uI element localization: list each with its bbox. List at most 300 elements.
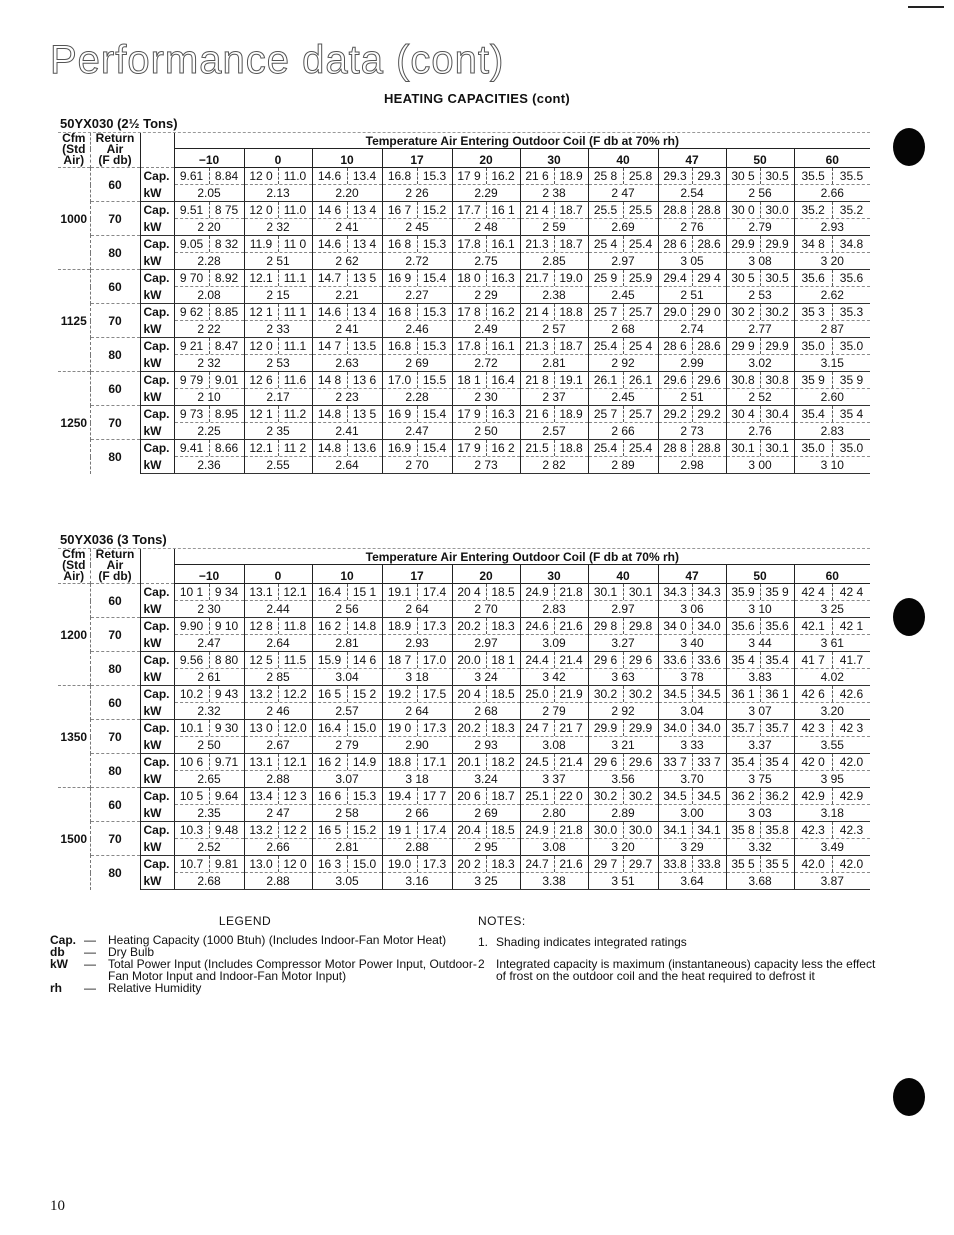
capacity-pair <box>589 338 658 354</box>
total-capacity: 17.8 <box>457 237 481 251</box>
kw-cell: 2.83 <box>520 601 588 618</box>
capacity-pair <box>245 822 312 838</box>
capacity-cell <box>312 168 382 185</box>
kw-cell: 3 03 <box>726 805 794 822</box>
integrated-capacity: 29.9 <box>760 338 794 354</box>
kw-cell: 2.54 <box>658 185 726 202</box>
integrated-capacity: 18.5 <box>486 822 520 838</box>
integrated-capacity: 29.6 <box>623 754 658 770</box>
integrated-capacity: 15.2 <box>417 202 452 218</box>
kw-cell: 2 73 <box>658 423 726 440</box>
integrated-capacity: 34.5 <box>692 686 726 702</box>
kw-row <box>58 219 870 236</box>
legend-item <box>50 982 480 994</box>
temp-column-header: 60 <box>794 149 870 168</box>
total-capacity: 9 62 <box>179 305 204 319</box>
capacity-pair <box>727 754 794 770</box>
kw-cell: 2 64 <box>382 601 452 618</box>
kw-cell: 2.88 <box>244 873 312 890</box>
total-capacity: 30.2 <box>593 789 618 803</box>
kw-cell: 2.60 <box>794 389 870 406</box>
capacity-cell <box>382 440 452 457</box>
kw-cell: 2 56 <box>726 185 794 202</box>
kw-cell: 2.81 <box>312 839 382 856</box>
integrated-capacity: 42 1 <box>832 618 870 634</box>
total-capacity: 9.56 <box>179 653 204 667</box>
capacity-pair <box>313 720 382 736</box>
cap-label: Cap. <box>140 202 174 219</box>
total-capacity: 29 7 <box>593 857 618 871</box>
capacity-pair <box>245 720 312 736</box>
integrated-capacity: 17 7 <box>417 788 452 804</box>
capacity-pair <box>659 270 726 286</box>
integrated-capacity: 9.01 <box>209 372 244 388</box>
total-capacity: 16.4 <box>317 721 342 735</box>
cfm-value: 1500 <box>58 788 90 890</box>
total-capacity: 34.5 <box>663 789 687 803</box>
legend-dash: — <box>84 945 96 959</box>
capacity-pair <box>245 788 312 804</box>
cap-label: Cap. <box>140 270 174 287</box>
total-capacity: 21 6 <box>525 407 549 421</box>
capacity-pair <box>245 618 312 634</box>
total-capacity: 42.1 <box>801 619 825 633</box>
integrated-capacity: 16.2 <box>486 304 520 320</box>
capacity-pair <box>313 202 382 218</box>
capacity-cell <box>588 168 658 185</box>
kw-cell: 2.52 <box>174 839 244 856</box>
capacity-cell <box>312 338 382 355</box>
total-capacity: 30 5 <box>731 271 755 285</box>
integrated-capacity: 35 4 <box>760 754 794 770</box>
capacity-cell <box>174 686 244 703</box>
capacity-pair <box>589 304 658 320</box>
capacity-cell <box>244 168 312 185</box>
capacity-pair <box>795 168 871 184</box>
kw-cell: 2.85 <box>520 253 588 270</box>
capacity-pair <box>727 338 794 354</box>
kw-label: kW <box>140 805 174 822</box>
return-air-value: 70 <box>90 202 140 236</box>
kw-row <box>58 635 870 652</box>
capacity-pair <box>313 686 382 702</box>
capacity-cell <box>658 270 726 287</box>
integrated-capacity: 14 6 <box>347 652 382 668</box>
kw-cell: 3 00 <box>726 457 794 474</box>
capacity-cell <box>382 618 452 635</box>
capacity-pair <box>795 440 871 456</box>
integrated-capacity: 18.9 <box>554 406 588 422</box>
integrated-capacity: 16.3 <box>486 406 520 422</box>
return-air-header: Return Air (F db) <box>90 133 140 168</box>
capacity-cell <box>174 618 244 635</box>
capacity-cell <box>588 856 658 873</box>
capacity-cell <box>244 754 312 771</box>
capacity-cell <box>174 372 244 389</box>
kw-cell: 2.41 <box>312 423 382 440</box>
integrated-capacity: 13 5 <box>347 406 382 422</box>
return-air-value: 80 <box>90 856 140 890</box>
kw-cell: 2.93 <box>382 635 452 652</box>
cfm-value: 1000 <box>58 168 90 270</box>
kw-cell: 3 24 <box>452 669 520 686</box>
kw-cell: 2.45 <box>588 389 658 406</box>
return-air-value: 60 <box>90 168 140 202</box>
integrated-capacity: 21.4 <box>554 754 588 770</box>
total-capacity: 34 8 <box>801 237 825 251</box>
total-capacity: 13.0 <box>249 857 273 871</box>
capacity-pair <box>175 618 244 634</box>
kw-row <box>58 669 870 686</box>
capacity-cell <box>312 754 382 771</box>
capacity-row <box>58 788 870 805</box>
kw-cell: 3.20 <box>794 703 870 720</box>
return-air-value: 70 <box>90 822 140 856</box>
total-capacity: 25.5 <box>593 203 618 217</box>
kw-cell: 2.21 <box>312 287 382 304</box>
kw-cell: 2 30 <box>174 601 244 618</box>
total-capacity: 19 1 <box>387 823 412 837</box>
capacity-pair <box>521 372 588 388</box>
capacity-cell <box>658 584 726 601</box>
capacity-cell <box>452 856 520 873</box>
integrated-capacity: 35.6 <box>832 270 870 286</box>
total-capacity: 35.6 <box>731 619 755 633</box>
performance-table <box>58 133 870 474</box>
integrated-capacity: 11.5 <box>278 652 312 668</box>
kw-cell: 3.87 <box>794 873 870 890</box>
total-capacity: 29.3 <box>663 169 687 183</box>
capacity-cell <box>658 720 726 737</box>
performance-table <box>58 549 870 890</box>
total-capacity: 20.1 <box>457 755 481 769</box>
kw-cell: 3 44 <box>726 635 794 652</box>
label-column-header <box>140 133 174 168</box>
cap-label: Cap. <box>140 584 174 601</box>
capacity-cell <box>658 788 726 805</box>
kw-cell: 2 53 <box>726 287 794 304</box>
integrated-capacity: 11.0 <box>278 202 312 218</box>
total-capacity: 29 8 <box>593 619 618 633</box>
kw-cell: 2.05 <box>174 185 244 202</box>
total-capacity: 16 2 <box>317 755 342 769</box>
total-capacity: 29.0 <box>663 305 687 319</box>
capacity-pair <box>313 754 382 770</box>
note-number: 1. <box>478 935 489 949</box>
capacity-cell <box>520 202 588 219</box>
kw-cell: 2 47 <box>244 805 312 822</box>
capacity-cell <box>794 720 870 737</box>
capacity-pair <box>521 788 588 804</box>
capacity-cell <box>520 236 588 253</box>
integrated-capacity: 15.3 <box>417 304 452 320</box>
integrated-capacity: 9 43 <box>209 686 244 702</box>
kw-cell: 2 50 <box>174 737 244 754</box>
capacity-cell <box>452 338 520 355</box>
capacity-pair <box>795 202 871 218</box>
kw-cell: 2.27 <box>382 287 452 304</box>
integrated-capacity: 28.6 <box>692 338 726 354</box>
capacity-pair <box>453 618 520 634</box>
integrated-capacity: 30.2 <box>623 788 658 804</box>
cfm-header: Cfm (Std Air) <box>58 133 90 168</box>
capacity-cell <box>174 584 244 601</box>
integrated-capacity: 16.1 <box>486 236 520 252</box>
capacity-pair <box>453 270 520 286</box>
capacity-row <box>58 686 870 703</box>
capacity-row <box>58 406 870 423</box>
total-capacity: 19.4 <box>387 789 412 803</box>
total-capacity: 13.4 <box>249 789 273 803</box>
integrated-capacity: 25.4 <box>623 440 658 456</box>
integrated-capacity: 35.2 <box>832 202 870 218</box>
kw-row <box>58 253 870 270</box>
capacity-pair <box>795 372 871 388</box>
capacity-pair <box>521 304 588 320</box>
legend-term: kW <box>50 957 68 971</box>
total-capacity: 10.2 <box>179 687 204 701</box>
integrated-capacity: 30.8 <box>760 372 794 388</box>
kw-cell: 2.99 <box>658 355 726 372</box>
kw-cell: 3 18 <box>382 771 452 788</box>
integrated-capacity: 34.3 <box>692 584 726 600</box>
kw-cell: 3 10 <box>726 601 794 618</box>
capacity-cell <box>382 372 452 389</box>
temp-column-header: 10 <box>312 565 382 584</box>
kw-cell: 2.64 <box>312 457 382 474</box>
total-capacity: 35 4 <box>731 653 755 667</box>
kw-cell: 3.00 <box>658 805 726 822</box>
kw-cell: 2.80 <box>520 805 588 822</box>
kw-cell: 2 50 <box>452 423 520 440</box>
total-capacity: 18 7 <box>387 653 412 667</box>
integrated-capacity: 11.0 <box>278 168 312 184</box>
capacity-pair <box>795 270 871 286</box>
capacity-cell <box>382 822 452 839</box>
capacity-cell <box>174 652 244 669</box>
capacity-cell <box>520 338 588 355</box>
integrated-capacity: 17.5 <box>417 686 452 702</box>
total-capacity: 14.6 <box>317 169 342 183</box>
total-capacity: 25 7 <box>593 305 618 319</box>
integrated-capacity: 8.92 <box>209 270 244 286</box>
total-capacity: 24.9 <box>525 823 549 837</box>
kw-cell: 2 32 <box>244 219 312 236</box>
capacity-cell <box>312 406 382 423</box>
capacity-cell <box>658 168 726 185</box>
integrated-capacity: 21.6 <box>554 618 588 634</box>
total-capacity: 30.2 <box>593 687 618 701</box>
capacity-pair <box>453 822 520 838</box>
kw-cell: 2.69 <box>588 219 658 236</box>
capacity-pair <box>659 720 726 736</box>
kw-cell: 4.02 <box>794 669 870 686</box>
temp-column-header: 30 <box>520 565 588 584</box>
capacity-pair <box>453 652 520 668</box>
total-capacity: 29.2 <box>663 407 687 421</box>
capacity-cell <box>588 584 658 601</box>
capacity-row <box>58 822 870 839</box>
capacity-cell <box>244 822 312 839</box>
capacity-cell <box>174 270 244 287</box>
total-capacity: 33 7 <box>663 755 687 769</box>
capacity-pair <box>383 754 452 770</box>
total-capacity: 13.2 <box>249 687 273 701</box>
integrated-capacity: 42.9 <box>832 788 870 804</box>
capacity-cell <box>726 406 794 423</box>
capacity-cell <box>382 236 452 253</box>
legend-title: LEGEND <box>218 914 272 928</box>
capacity-cell <box>244 236 312 253</box>
integrated-capacity: 29.8 <box>623 618 658 634</box>
capacity-pair <box>659 372 726 388</box>
integrated-capacity: 16.4 <box>486 372 520 388</box>
capacity-cell <box>726 754 794 771</box>
capacity-pair <box>795 822 871 838</box>
integrated-capacity: 35.0 <box>832 338 870 354</box>
integrated-capacity: 42.0 <box>832 856 870 872</box>
capacity-pair <box>795 406 871 422</box>
total-capacity: 16 7 <box>387 203 412 217</box>
kw-cell: 2 10 <box>174 389 244 406</box>
capacity-cell <box>794 754 870 771</box>
integrated-capacity: 30.1 <box>623 584 658 600</box>
kw-label: kW <box>140 635 174 652</box>
capacity-cell <box>658 440 726 457</box>
temp-column-header: 17 <box>382 149 452 168</box>
cap-label: Cap. <box>140 406 174 423</box>
kw-cell: 2.28 <box>382 389 452 406</box>
total-capacity: 17.8 <box>457 339 481 353</box>
capacity-cell <box>520 686 588 703</box>
total-capacity: 14.8 <box>317 407 342 421</box>
kw-cell: 2.55 <box>244 457 312 474</box>
total-capacity: 21.5 <box>525 441 549 455</box>
legend-definition: Heating Capacity (1000 Btuh) (Includes Indoor-Fan Motor Heat) <box>108 933 447 947</box>
total-capacity: 14.6 <box>317 305 342 319</box>
kw-cell: 3 42 <box>520 669 588 686</box>
integrated-capacity: 11 1 <box>278 304 312 320</box>
kw-cell: 2 82 <box>520 457 588 474</box>
integrated-capacity: 18.7 <box>554 202 588 218</box>
capacity-pair <box>175 270 244 286</box>
capacity-pair <box>383 304 452 320</box>
capacity-pair <box>313 618 382 634</box>
note-item <box>478 936 878 948</box>
capacity-cell <box>658 372 726 389</box>
note-item <box>478 958 878 982</box>
kw-cell: 2.79 <box>726 219 794 236</box>
integrated-capacity: 15.3 <box>347 788 382 804</box>
capacity-cell <box>658 856 726 873</box>
integrated-capacity: 18.9 <box>554 168 588 184</box>
integrated-capacity: 17.1 <box>417 754 452 770</box>
capacity-cell <box>520 168 588 185</box>
capacity-pair <box>659 754 726 770</box>
capacity-pair <box>589 168 658 184</box>
total-capacity: 29 9 <box>731 339 755 353</box>
kw-cell: 3.24 <box>452 771 520 788</box>
kw-cell: 2.45 <box>588 287 658 304</box>
total-capacity: 9.61 <box>179 169 204 183</box>
integrated-capacity: 36.2 <box>760 788 794 804</box>
temp-column-header: 0 <box>244 565 312 584</box>
capacity-cell <box>520 406 588 423</box>
capacity-cell <box>726 372 794 389</box>
cap-label: Cap. <box>140 686 174 703</box>
total-capacity: 16 8 <box>387 305 412 319</box>
total-capacity: 10 6 <box>179 755 204 769</box>
kw-cell: 2 15 <box>244 287 312 304</box>
total-capacity: 30.1 <box>593 585 618 599</box>
kw-label: kW <box>140 389 174 406</box>
kw-cell: 3 51 <box>588 873 658 890</box>
capacity-pair <box>453 440 520 456</box>
capacity-pair <box>589 686 658 702</box>
integrated-capacity: 8 75 <box>209 202 244 218</box>
temp-column-header: −10 <box>174 149 244 168</box>
capacity-pair <box>383 338 452 354</box>
capacity-pair <box>245 856 312 872</box>
integrated-capacity: 29.3 <box>692 168 726 184</box>
capacity-pair <box>659 236 726 252</box>
capacity-row <box>58 236 870 253</box>
capacity-pair <box>659 584 726 600</box>
kw-cell: 2 33 <box>244 321 312 338</box>
total-capacity: 9 73 <box>179 407 204 421</box>
capacity-cell <box>312 788 382 805</box>
integrated-capacity: 36 1 <box>760 686 794 702</box>
kw-cell: 2.97 <box>588 253 658 270</box>
kw-cell: 2 38 <box>520 185 588 202</box>
kw-label: kW <box>140 355 174 372</box>
total-capacity: 20.0 <box>457 653 481 667</box>
capacity-pair <box>245 236 312 252</box>
capacity-cell <box>726 822 794 839</box>
capacity-cell <box>312 270 382 287</box>
capacity-cell <box>312 686 382 703</box>
total-capacity: 35.0 <box>801 441 825 455</box>
capacity-pair <box>659 822 726 838</box>
integrated-capacity: 29.2 <box>692 406 726 422</box>
capacity-cell <box>174 202 244 219</box>
integrated-capacity: 25.5 <box>623 202 658 218</box>
kw-cell: 2.38 <box>520 287 588 304</box>
total-capacity: 34.5 <box>663 687 687 701</box>
total-capacity: 25.0 <box>525 687 549 701</box>
kw-label: kW <box>140 219 174 236</box>
total-capacity: 14 8 <box>317 373 342 387</box>
integrated-capacity: 30.4 <box>760 406 794 422</box>
capacity-cell <box>794 304 870 321</box>
capacity-pair <box>589 440 658 456</box>
kw-cell: 2 47 <box>588 185 658 202</box>
capacity-pair <box>521 652 588 668</box>
integrated-capacity: 13 4 <box>347 304 382 320</box>
capacity-pair <box>175 202 244 218</box>
capacity-cell <box>312 822 382 839</box>
integrated-capacity: 29.6 <box>692 372 726 388</box>
integrated-capacity: 33.6 <box>692 652 726 668</box>
total-capacity: 29.9 <box>593 721 618 735</box>
integrated-capacity: 42.0 <box>832 754 870 770</box>
cap-label: Cap. <box>140 304 174 321</box>
return-air-value: 60 <box>90 584 140 618</box>
capacity-pair <box>245 372 312 388</box>
capacity-pair <box>313 236 382 252</box>
capacity-cell <box>174 168 244 185</box>
kw-cell: 2.29 <box>452 185 520 202</box>
